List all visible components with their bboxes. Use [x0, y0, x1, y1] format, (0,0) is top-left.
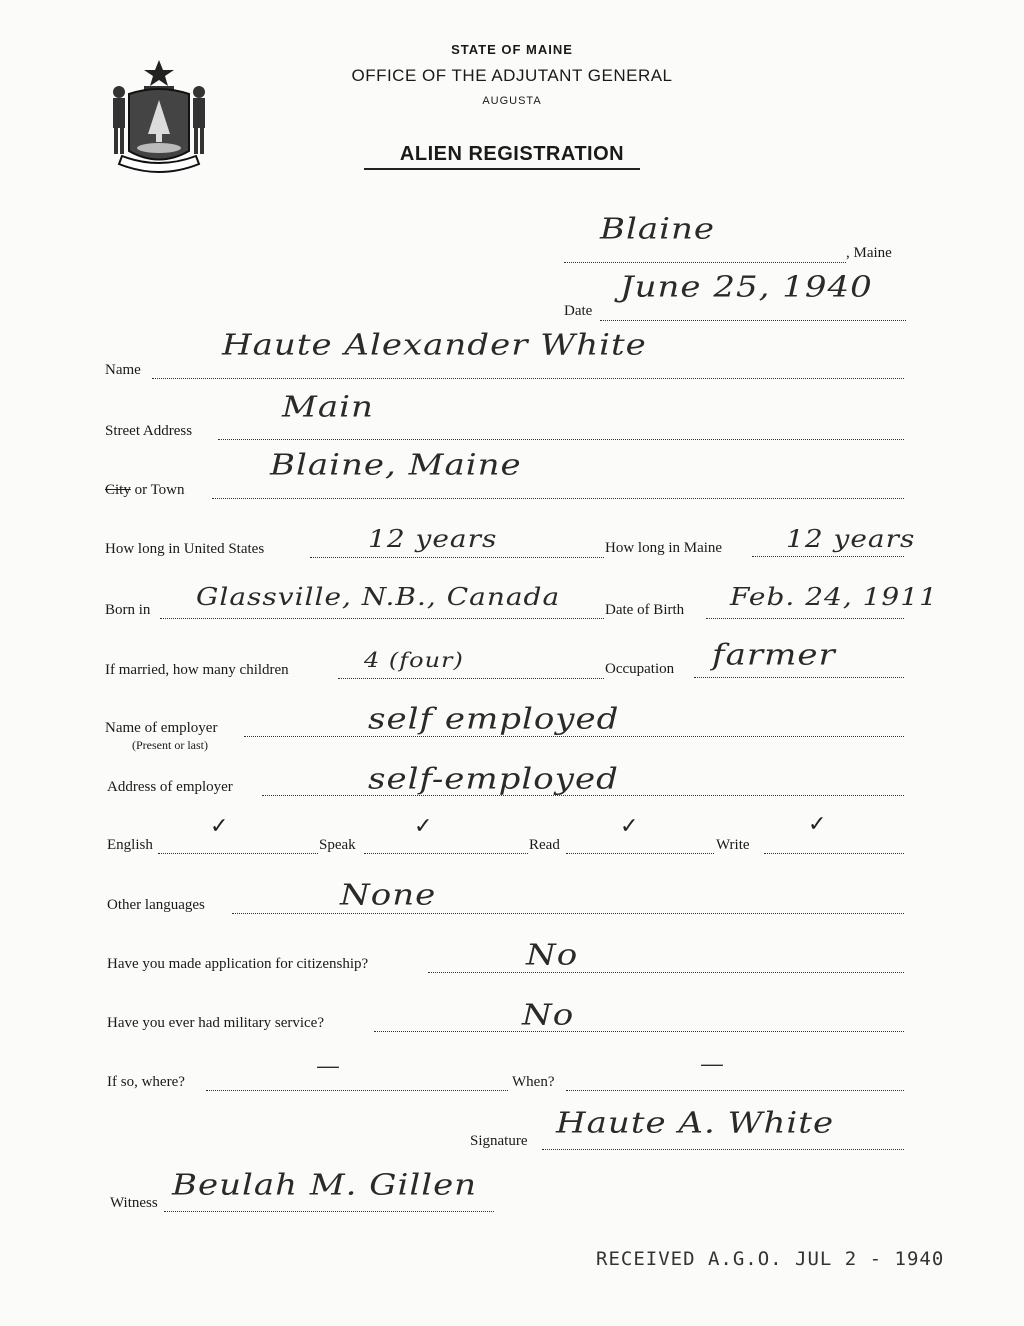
when-line — [566, 1090, 904, 1091]
name-handwriting: Haute Alexander White — [222, 328, 647, 362]
state-seal-icon — [104, 56, 214, 181]
where-handwriting: — — [316, 1054, 341, 1078]
where-label: If so, where? — [107, 1074, 185, 1090]
received-stamp: RECEIVED A.G.O. JUL 2 - 1940 — [596, 1248, 945, 1270]
dob-handwriting: Feb. 24, 1911 — [730, 582, 938, 611]
read-checkmark: ✓ — [620, 814, 639, 839]
date-handwriting: June 25, 1940 — [620, 270, 873, 304]
name-line — [152, 378, 904, 379]
occupation-handwriting: farmer — [712, 638, 836, 672]
other-languages-label: Other languages — [107, 897, 205, 913]
english-checkmark: ✓ — [210, 814, 229, 839]
maine-years-label: How long in Maine — [605, 540, 723, 556]
citizenship-handwriting: No — [526, 938, 579, 972]
write-checkmark: ✓ — [808, 812, 827, 837]
city-heading: AUGUSTA — [482, 95, 542, 107]
place-line — [564, 262, 846, 263]
employer-address-handwriting: self-employed — [368, 762, 619, 796]
date-label: Date — [564, 303, 593, 319]
us-years-line — [310, 557, 604, 558]
witness-line — [164, 1211, 494, 1212]
occupation-line — [694, 677, 904, 678]
speak-line — [364, 853, 528, 854]
city-handwriting: Blaine, Maine — [270, 448, 522, 482]
city-struck-word: City — [105, 482, 131, 498]
children-handwriting: 4 (four) — [364, 648, 464, 672]
speak-checkmark: ✓ — [414, 814, 433, 839]
citizenship-line — [428, 972, 904, 973]
born-label: Born in — [105, 602, 151, 618]
military-handwriting: No — [522, 998, 575, 1032]
read-label: Read — [529, 837, 560, 853]
office-heading: OFFICE OF THE ADJUTANT GENERAL — [351, 66, 673, 85]
city-label — [105, 482, 185, 499]
employer-label: Name of employer — [105, 720, 218, 736]
form-title: ALIEN REGISTRATION — [399, 143, 625, 165]
other-languages-line — [232, 913, 904, 914]
street-label: Street Address — [105, 423, 193, 439]
dob-line — [706, 618, 904, 619]
citizenship-label: Have you made application for citizenship? — [107, 956, 369, 972]
when-handwriting: — — [700, 1052, 725, 1076]
witness-label: Witness — [110, 1195, 158, 1211]
date-line — [600, 320, 906, 321]
us-years-label: How long in United States — [105, 541, 265, 557]
signature-handwriting: Haute A. White — [556, 1106, 835, 1140]
occupation-label: Occupation — [605, 661, 675, 677]
signature-line — [542, 1149, 904, 1150]
city-line — [212, 498, 904, 499]
military-line — [374, 1031, 904, 1032]
name-label: Name — [105, 362, 141, 378]
maine-years-line — [752, 556, 904, 557]
english-line — [158, 853, 318, 854]
write-label: Write — [716, 837, 750, 853]
street-handwriting: Main — [282, 390, 374, 424]
born-line — [160, 618, 604, 619]
us-years-handwriting: 12 years — [368, 524, 498, 553]
employer-handwriting: self employed — [368, 702, 620, 736]
other-languages-handwriting: None — [340, 878, 437, 912]
where-line — [206, 1090, 508, 1091]
children-label: If married, how many children — [105, 662, 289, 678]
witness-handwriting: Beulah M. Gillen — [172, 1168, 478, 1202]
state-heading: STATE OF MAINE — [451, 42, 573, 57]
read-line — [566, 853, 714, 854]
when-label: When? — [512, 1074, 555, 1090]
speak-label: Speak — [319, 837, 356, 853]
write-line — [764, 853, 904, 854]
signature-label: Signature — [470, 1133, 528, 1149]
street-line — [218, 439, 904, 440]
employer-address-label: Address of employer — [107, 779, 233, 795]
children-line — [338, 678, 604, 679]
title-underline — [364, 168, 640, 170]
military-label: Have you ever had military service? — [107, 1015, 324, 1031]
place-handwriting: Blaine — [600, 212, 716, 246]
born-handwriting: Glassville, N.B., Canada — [196, 582, 561, 611]
english-label: English — [107, 837, 153, 853]
dob-label: Date of Birth — [605, 602, 685, 618]
maine-years-handwriting: 12 years — [786, 524, 916, 553]
employer-line — [244, 736, 904, 737]
maine-label: , Maine — [846, 245, 892, 261]
employer-sublabel: (Present or last) — [132, 738, 208, 752]
city-or-town-text: or Town — [130, 482, 185, 498]
